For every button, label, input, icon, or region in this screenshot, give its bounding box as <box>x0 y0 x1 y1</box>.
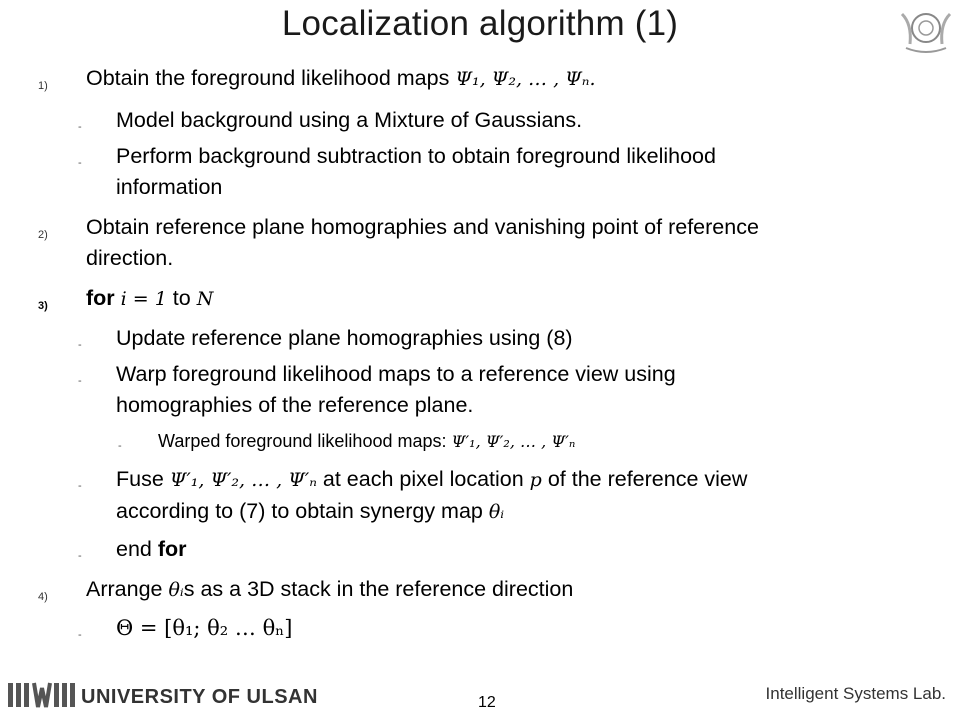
item-2-text-cont: direction. <box>86 246 174 270</box>
item-number: 3) <box>38 300 48 312</box>
pixel-p-math: p <box>529 469 542 491</box>
theta-i-math: θᵢ <box>168 579 184 601</box>
item-1-math: Ψ₁, Ψ₂, … , Ψₙ. <box>455 68 596 90</box>
item-3b-sub-math: Ψ′₁, Ψ′₂, … , Ψ′ₙ <box>451 432 576 451</box>
dash-bullet: - <box>78 121 82 133</box>
item-4-text-post: s as a 3D stack in the reference direction <box>183 577 574 601</box>
item-3c-text: Fuse <box>116 467 170 491</box>
item-number: 4) <box>38 591 48 603</box>
dash-bullet: - <box>118 440 122 452</box>
for-keyword: for <box>86 286 115 310</box>
item-3b-text: Warp foreground likelihood maps to a reference view using <box>116 362 676 386</box>
item-3a-text: Update reference plane homographies using (8) <box>116 326 573 350</box>
dash-bullet: - <box>78 339 82 351</box>
item-2-text: Obtain reference plane homographies and vanishing point of reference <box>86 215 759 239</box>
slide-title: Localization algorithm (1) <box>281 4 679 43</box>
page-number: 12 <box>478 694 496 711</box>
item-1b-text-cont: information <box>116 175 223 199</box>
item-1-text: Obtain the foreground likelihood maps <box>86 66 456 90</box>
end-word: end <box>116 537 158 561</box>
lab-name: Intelligent Systems Lab. <box>765 684 946 703</box>
theta-stack-math: Θ = [θ₁; θ₂ … θₙ] <box>116 616 293 640</box>
item-3c-text-cont: according to (7) to obtain synergy map <box>116 499 489 523</box>
item-3c-text-post: of the reference view <box>541 467 748 491</box>
item-1b-text: Perform background subtraction to obtain foreground likelihood <box>116 144 716 168</box>
university-name: UNIVERSITY OF ULSAN <box>81 686 318 708</box>
item-3b-text-cont: homographies of the reference plane. <box>116 393 474 417</box>
loop-start-math: i = 1 <box>120 288 167 310</box>
item-4-text: Arrange <box>86 577 169 601</box>
dash-bullet: - <box>78 629 82 641</box>
dash-bullet: - <box>78 550 82 562</box>
item-3c-math: Ψ′₁, Ψ′₂, … , Ψ′ₙ <box>169 469 317 491</box>
item-3c-text-mid: at each pixel location <box>316 467 530 491</box>
dash-bullet: - <box>78 157 82 169</box>
university-logo-icon <box>6 680 78 710</box>
for-keyword: for <box>157 537 187 561</box>
item-number: 1) <box>38 80 48 92</box>
dash-bullet: - <box>78 480 82 492</box>
item-1a-text: Model background using a Mixture of Gaussians. <box>116 108 583 132</box>
item-3b-sub-text: Warped foreground likelihood maps: <box>158 431 452 451</box>
item-number: 2) <box>38 229 48 241</box>
to-word: to <box>166 286 197 310</box>
university-emblem-icon <box>898 4 954 56</box>
theta-i-math: θᵢ <box>488 501 505 523</box>
loop-end-math: N <box>196 288 214 310</box>
dash-bullet: - <box>78 375 82 387</box>
